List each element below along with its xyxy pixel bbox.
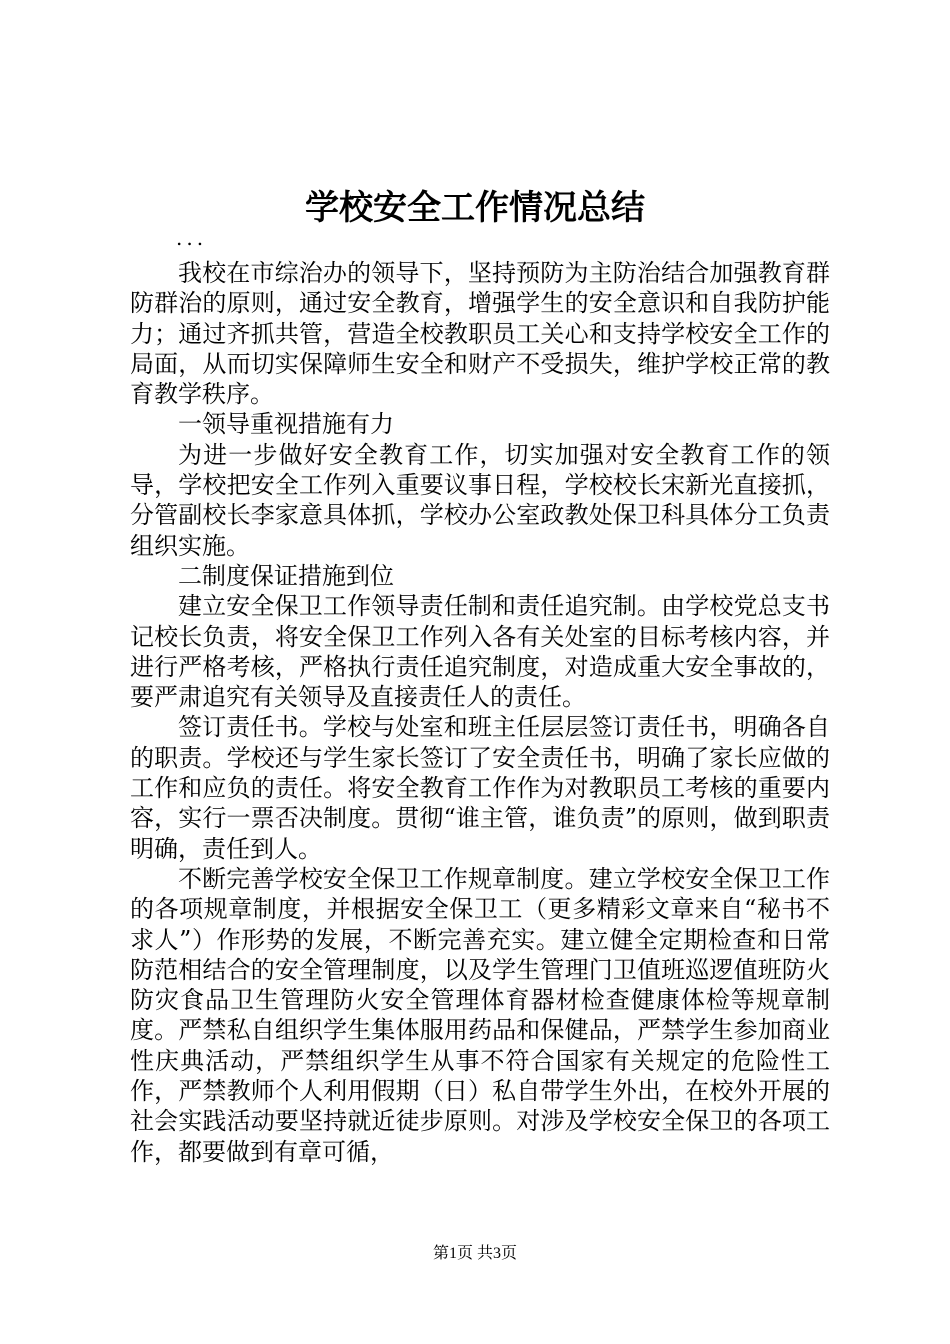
paragraph-leadership: 为进一步做好安全教育工作，切实加强对安全教育工作的领导，学校把安全工作列入重要议事日程，学校校长宋新光直接抓，分管副校长李家意具体抓，学校办公室政教处保卫科具体分工负责组织实施。 (130, 440, 830, 560)
section-heading-system: 二制度保证措施到位 (178, 561, 394, 590)
document-body (130, 258, 830, 1167)
paragraph-rules: 不断完善学校安全保卫工作规章制度。建立学校安全保卫工作的各项规章制度，并根据安全保卫工（更多精彩文章来自“秘书不求人”）作形势的发展，不断完善充实。建立健全定期检查和日常防范相结合的安全管理制度，以及学生管理门卫值班巡逻值班防火防灾食品卫生管理防火安全管理体育器材检查健康体检等规章制度。严禁私自组织学生集体服用药品和保健品，严禁学生参加商业性庆典活动，严禁组织学生从事不符合国家有关规定的危险性工作，严禁教师个人利用假期（日）私自带学生外出，在校外开展的社会实践活动要坚持就近徒步原则。对涉及学校安全保卫的各项工作，都要做到有章可循， (130, 864, 830, 1166)
paragraph-intro: 我校在市综治办的领导下，坚持预防为主防治结合加强教育群防群治的原则，通过安全教育，增强学生的安全意识和自我防护能力；通过齐抓共管，营造全校教职员工关心和支持学校安全工作的局面，从而切实保障师生安全和财产不受损失，维护学校正常的教育教学秩序。 (130, 259, 830, 409)
ellipsis-mark: ... (176, 226, 208, 250)
paragraph-responsibility-system: 建立安全保卫工作领导责任制和责任追究制。由学校党总支书记校长负责，将安全保卫工作列入各有关处室的目标考核内容，并进行严格考核，严格执行责任追究制度，对造成重大安全事故的，要严肃追究有关领导及直接责任人的责任。 (130, 592, 830, 712)
paragraph-responsibility-letter: 签订责任书。学校与处室和班主任层层签订责任书，明确各自的职责。学校还与学生家长签订了安全责任书，明确了家长应做的工作和应负的责任。将安全教育工作作为对教职员工考核的重要内容，实行一票否决制度。贯彻“谁主管，谁负责”的原则，做到职责明确，责任到人。 (130, 713, 830, 863)
document-title: 学校安全工作情况总结 (305, 188, 645, 228)
page-number-footer: 第1页 共3页 (432, 1245, 517, 1262)
section-heading-leadership: 一领导重视措施有力 (178, 410, 394, 439)
